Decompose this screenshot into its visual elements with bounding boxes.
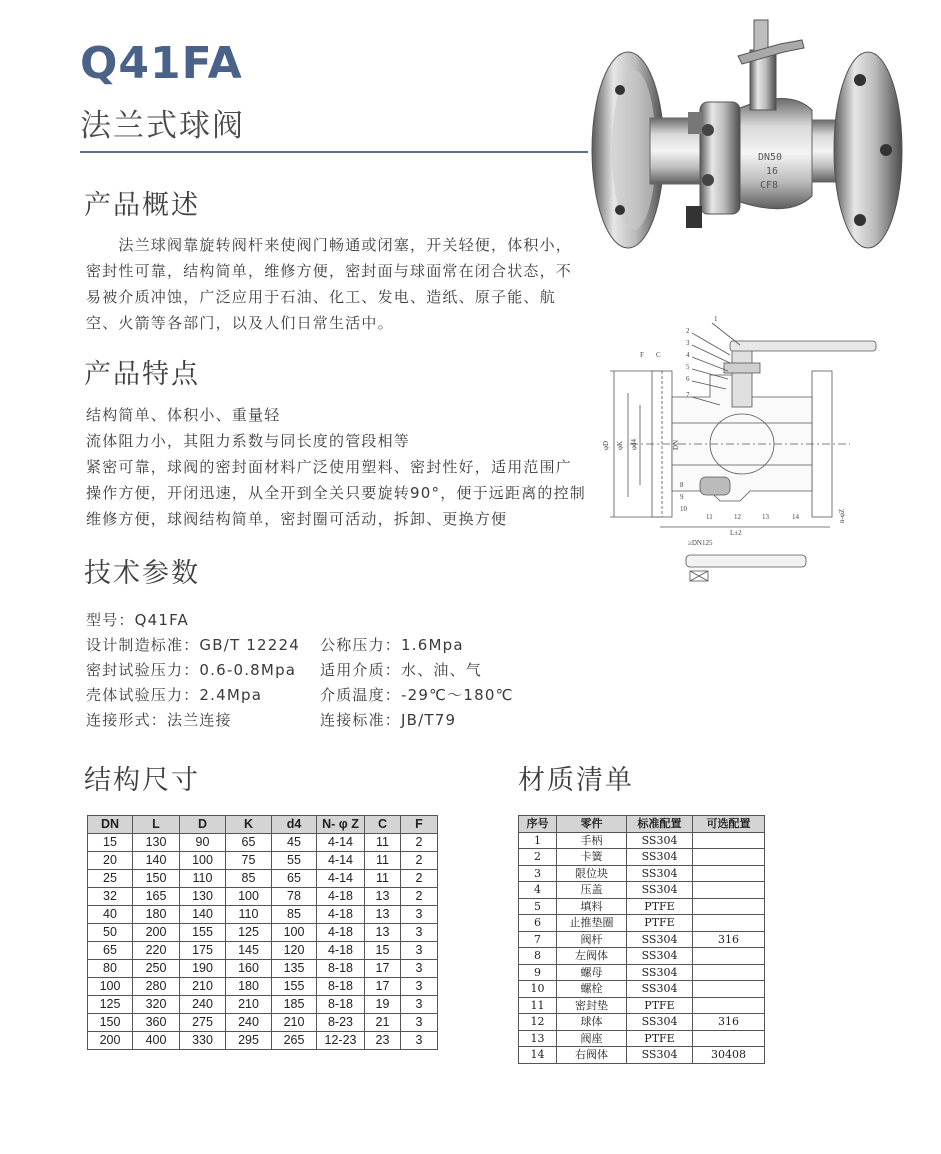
table-row [88, 960, 438, 978]
dims-cell: 11 [365, 870, 401, 888]
table-row [519, 915, 765, 932]
mats-cell: SS304 [627, 832, 693, 849]
mats-cell: 7 [519, 931, 557, 948]
dim-flange-thickness: C [656, 351, 661, 359]
callout-11: 11 [706, 513, 713, 521]
dims-cell: 145 [226, 942, 272, 960]
feature-item: 结构简单、体积小、重量轻 [86, 406, 281, 424]
spec-connection: 连接形式：法兰连接 [86, 711, 232, 729]
mats-cell: 6 [519, 915, 557, 932]
body-cast-dn: DN50 [758, 152, 783, 163]
dims-cell: 78 [272, 888, 317, 906]
mats-cell: PTFE [627, 915, 693, 932]
callout-14: 14 [792, 513, 799, 521]
mats-header-cell: 零件 [557, 816, 627, 833]
dims-cell: 190 [180, 960, 226, 978]
mats-cell [693, 832, 765, 849]
dims-cell: 21 [365, 1014, 401, 1032]
mats-cell: 卡簧 [557, 849, 627, 866]
dims-cell: 180 [133, 906, 180, 924]
dims-cell: 210 [226, 996, 272, 1014]
mats-cell: PTFE [627, 1030, 693, 1047]
dims-cell: 15 [365, 942, 401, 960]
table-row [519, 997, 765, 1014]
dims-cell: 65 [88, 942, 133, 960]
dims-cell: 65 [226, 834, 272, 852]
overview-text: 法兰球阀靠旋转阀杆来使阀门畅通或闭塞，开关轻便，体积小，密封性可靠，结构简单，维修方便，密封面与球面常在闭合状态，不易被介质冲蚀，广泛应用于石油、化工、发电、造纸、原子能、航空、火箭等各部门，以及人们日常生活中。 [86, 236, 573, 332]
dims-cell: 110 [226, 906, 272, 924]
body-cast-pn: 16 [766, 166, 779, 177]
dims-cell: 210 [180, 978, 226, 996]
dims-cell: 8-18 [317, 960, 365, 978]
dims-cell: 3 [401, 924, 438, 942]
mats-cell: 螺栓 [557, 981, 627, 998]
mats-cell: 阀杆 [557, 931, 627, 948]
dimensions-table [87, 815, 438, 1050]
mats-cell [693, 882, 765, 899]
product-model: Q41FA [80, 38, 243, 89]
mats-cell: 10 [519, 981, 557, 998]
mats-cell: SS304 [627, 1014, 693, 1031]
table-row [88, 888, 438, 906]
dims-cell: 100 [88, 978, 133, 996]
mats-cell [693, 865, 765, 882]
dims-cell: 125 [226, 924, 272, 942]
dims-cell: 185 [272, 996, 317, 1014]
mats-cell: 1 [519, 832, 557, 849]
mats-cell: SS304 [627, 849, 693, 866]
dims-cell: 8-18 [317, 978, 365, 996]
dims-cell: 250 [133, 960, 180, 978]
mats-cell: 316 [693, 1014, 765, 1031]
dims-cell: 240 [180, 996, 226, 1014]
dims-cell: 3 [401, 960, 438, 978]
dims-cell: 65 [272, 870, 317, 888]
table-row [519, 931, 765, 948]
mats-cell: 30408 [693, 1047, 765, 1064]
materials-title: 材质清单 [518, 765, 634, 796]
mats-cell [693, 898, 765, 915]
table-row [88, 1014, 438, 1032]
spec-connection-standard: 连接标准：JB/T79 [320, 711, 457, 729]
dims-cell: 85 [272, 906, 317, 924]
mats-cell: 316 [693, 931, 765, 948]
dims-cell: 3 [401, 906, 438, 924]
mats-cell: 5 [519, 898, 557, 915]
mats-cell: 压盖 [557, 882, 627, 899]
feature-item: 维修方便，球阀结构简单，密封圈可活动，拆卸、更换方便 [86, 510, 508, 528]
mats-cell: SS304 [627, 882, 693, 899]
mats-cell: SS304 [627, 981, 693, 998]
valve-photo [590, 10, 910, 270]
dims-cell: 240 [226, 1014, 272, 1032]
dims-cell: 4-14 [317, 852, 365, 870]
dims-cell: 19 [365, 996, 401, 1014]
dims-cell: 130 [180, 888, 226, 906]
mats-cell: 8 [519, 948, 557, 965]
dims-cell: 100 [226, 888, 272, 906]
dims-cell: 3 [401, 942, 438, 960]
dims-header-cell: F [401, 816, 438, 834]
dim-handle-note: ≥DN125 [688, 539, 713, 547]
table-row [519, 1030, 765, 1047]
table-row [519, 1047, 765, 1064]
dims-cell: 2 [401, 852, 438, 870]
dim-bolt-holes: n-φZ [838, 508, 846, 523]
dims-cell: 130 [133, 834, 180, 852]
table-row [519, 882, 765, 899]
dims-cell: 23 [365, 1032, 401, 1050]
dims-cell: 11 [365, 852, 401, 870]
dims-cell: 80 [88, 960, 133, 978]
dims-cell: 400 [133, 1032, 180, 1050]
mats-cell: 12 [519, 1014, 557, 1031]
mats-cell: 右阀体 [557, 1047, 627, 1064]
dims-cell: 13 [365, 924, 401, 942]
feature-item: 操作方便，开闭迅速，从全开到全关只要旋转90°，便于远距离的控制 [86, 484, 586, 502]
dims-cell: 4-18 [317, 888, 365, 906]
dims-header-cell: d4 [272, 816, 317, 834]
callout-10: 10 [680, 505, 687, 513]
table-row [88, 942, 438, 960]
dims-cell: 360 [133, 1014, 180, 1032]
dims-cell: 2 [401, 888, 438, 906]
mats-cell: 9 [519, 964, 557, 981]
spec-model: 型号：Q41FA [86, 611, 190, 629]
dims-cell: 85 [226, 870, 272, 888]
dims-cell: 4-14 [317, 834, 365, 852]
dim-face-height: F [640, 351, 644, 359]
dims-cell: 17 [365, 978, 401, 996]
spec-shell-test: 壳体试验压力：2.4Mpa [86, 686, 263, 704]
mats-cell: 螺母 [557, 964, 627, 981]
dims-cell: 3 [401, 978, 438, 996]
dims-cell: 150 [88, 1014, 133, 1032]
dims-cell: 50 [88, 924, 133, 942]
mats-cell [693, 964, 765, 981]
dims-cell: 55 [272, 852, 317, 870]
table-row [88, 996, 438, 1014]
dims-cell: 125 [88, 996, 133, 1014]
dims-cell: 320 [133, 996, 180, 1014]
dims-cell: 45 [272, 834, 317, 852]
dims-cell: 3 [401, 1014, 438, 1032]
dims-cell: 150 [133, 870, 180, 888]
mats-cell: 13 [519, 1030, 557, 1047]
callout-5: 5 [686, 363, 690, 371]
mats-cell: SS304 [627, 948, 693, 965]
spec-standard: 设计制造标准：GB/T 12224 [86, 636, 301, 654]
mats-header-cell: 序号 [519, 816, 557, 833]
dims-cell: 220 [133, 942, 180, 960]
mats-cell: 14 [519, 1047, 557, 1064]
mats-cell: PTFE [627, 997, 693, 1014]
dims-header-cell: K [226, 816, 272, 834]
dims-header-cell: DN [88, 816, 133, 834]
dims-header-cell: D [180, 816, 226, 834]
mats-cell: 止推垫圈 [557, 915, 627, 932]
callout-2: 2 [686, 327, 690, 335]
materials-table [518, 815, 765, 1064]
dims-cell: 165 [133, 888, 180, 906]
dims-cell: 20 [88, 852, 133, 870]
dims-cell: 175 [180, 942, 226, 960]
dims-cell: 2 [401, 834, 438, 852]
mats-cell: 4 [519, 882, 557, 899]
mats-header-cell: 可选配置 [693, 816, 765, 833]
table-row [519, 865, 765, 882]
dims-cell: 13 [365, 888, 401, 906]
callout-1: 1 [714, 315, 718, 323]
table-row [519, 981, 765, 998]
dims-cell: 275 [180, 1014, 226, 1032]
callout-7: 7 [686, 391, 690, 399]
mats-cell: 填料 [557, 898, 627, 915]
dims-cell: 3 [401, 996, 438, 1014]
specs-title: 技术参数 [84, 558, 200, 589]
spec-medium: 适用介质：水、油、气 [320, 661, 483, 679]
dims-cell: 12-23 [317, 1032, 365, 1050]
dims-cell: 2 [401, 870, 438, 888]
mats-cell: PTFE [627, 898, 693, 915]
dims-cell: 100 [272, 924, 317, 942]
mats-cell: 限位块 [557, 865, 627, 882]
features-title: 产品特点 [84, 359, 200, 390]
dims-cell: 13 [365, 906, 401, 924]
dims-cell: 200 [88, 1032, 133, 1050]
spec-pressure: 公称压力：1.6Mpa [320, 636, 464, 654]
dim-length: L±2 [730, 529, 742, 537]
product-subtitle: 法兰式球阀 [80, 108, 245, 144]
features-list [86, 402, 606, 532]
feature-item: 流体阻力小，其阻力系数与同长度的管段相等 [86, 432, 411, 450]
table-row [519, 832, 765, 849]
overview-title: 产品概述 [84, 190, 200, 221]
dims-header-cell: C [365, 816, 401, 834]
dims-cell: 200 [133, 924, 180, 942]
mats-cell: 2 [519, 849, 557, 866]
mats-cell [693, 849, 765, 866]
dims-cell: 75 [226, 852, 272, 870]
dims-cell: 280 [133, 978, 180, 996]
mats-cell [693, 915, 765, 932]
dimensions-title: 结构尺寸 [84, 765, 200, 796]
callout-6: 6 [686, 375, 690, 383]
mats-cell [693, 1030, 765, 1047]
dims-cell: 155 [272, 978, 317, 996]
dims-cell: 210 [272, 1014, 317, 1032]
callout-9: 9 [680, 493, 684, 501]
callout-3: 3 [686, 339, 690, 347]
mats-cell: 手柄 [557, 832, 627, 849]
dims-cell: 135 [272, 960, 317, 978]
table-row [519, 898, 765, 915]
mats-cell: 11 [519, 997, 557, 1014]
dims-cell: 4-18 [317, 924, 365, 942]
table-row [519, 1014, 765, 1031]
mats-cell: SS304 [627, 865, 693, 882]
mats-cell [693, 948, 765, 965]
dims-cell: 11 [365, 834, 401, 852]
table-row [88, 906, 438, 924]
mats-cell: 球体 [557, 1014, 627, 1031]
table-row [88, 852, 438, 870]
mats-cell [693, 997, 765, 1014]
dims-cell: 100 [180, 852, 226, 870]
mats-cell: 阀座 [557, 1030, 627, 1047]
dims-cell: 90 [180, 834, 226, 852]
table-row [88, 1032, 438, 1050]
table-row [88, 924, 438, 942]
callout-8: 8 [680, 481, 684, 489]
mats-cell: 密封垫 [557, 997, 627, 1014]
mats-header-cell: 标准配置 [627, 816, 693, 833]
body-cast-material: CF8 [760, 180, 779, 191]
dim-flange-od: φD [602, 440, 610, 450]
dims-cell: 295 [226, 1032, 272, 1050]
dims-cell: 120 [272, 942, 317, 960]
dims-cell: 140 [133, 852, 180, 870]
dims-cell: 4-14 [317, 870, 365, 888]
dims-cell: 8-18 [317, 996, 365, 1014]
dims-cell: 180 [226, 978, 272, 996]
dims-header-cell: L [133, 816, 180, 834]
mats-cell: 左阀体 [557, 948, 627, 965]
table-row [519, 964, 765, 981]
feature-item: 紧密可靠，球阀的密封面材料广泛使用塑料、密封性好，适用范围广 [86, 458, 573, 476]
dims-cell: 15 [88, 834, 133, 852]
spec-seal-test: 密封试验压力：0.6-0.8Mpa [86, 661, 297, 679]
mats-cell: SS304 [627, 931, 693, 948]
table-row [88, 834, 438, 852]
table-row [519, 948, 765, 965]
valve-section-drawing [600, 305, 880, 590]
callout-12: 12 [734, 513, 741, 521]
dim-bolt-circle: φK [616, 440, 624, 450]
dims-cell: 140 [180, 906, 226, 924]
dim-raised-face: φd4 [630, 438, 638, 450]
dims-header-cell: N- φ Z [317, 816, 365, 834]
dims-cell: 8-23 [317, 1014, 365, 1032]
dims-cell: 17 [365, 960, 401, 978]
mats-cell: 3 [519, 865, 557, 882]
callout-4: 4 [686, 351, 690, 359]
dims-cell: 32 [88, 888, 133, 906]
dims-cell: 160 [226, 960, 272, 978]
table-row [88, 870, 438, 888]
spec-temperature: 介质温度：-29℃～180℃ [320, 686, 514, 704]
dims-cell: 4-18 [317, 906, 365, 924]
dims-cell: 40 [88, 906, 133, 924]
dims-cell: 3 [401, 1032, 438, 1050]
callout-13: 13 [762, 513, 769, 521]
dims-cell: 155 [180, 924, 226, 942]
mats-cell [693, 981, 765, 998]
table-row [88, 978, 438, 996]
dims-cell: 110 [180, 870, 226, 888]
dim-bore: DN [672, 439, 680, 450]
mats-cell: SS304 [627, 1047, 693, 1064]
title-divider [80, 151, 588, 153]
table-row [519, 849, 765, 866]
dims-cell: 25 [88, 870, 133, 888]
dims-cell: 330 [180, 1032, 226, 1050]
dims-cell: 4-18 [317, 942, 365, 960]
dims-cell: 265 [272, 1032, 317, 1050]
mats-cell: SS304 [627, 964, 693, 981]
